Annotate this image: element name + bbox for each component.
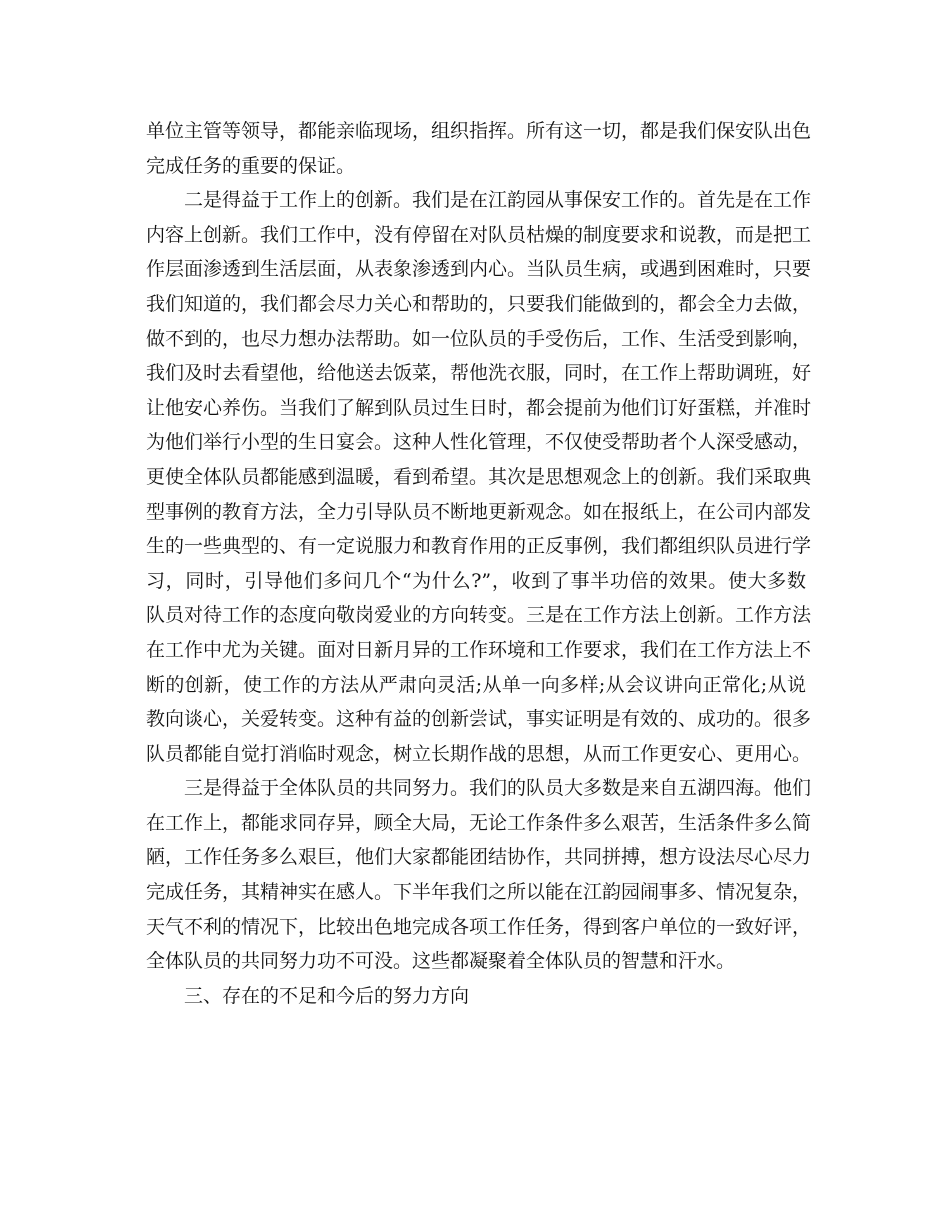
text-line: 生的一些典型的、有一定说服力和教育作用的正反事例，我们都组织队员进行学 <box>146 535 812 558</box>
text-line: 教向谈心，关爱转变。这种有益的创新尝试，事实证明是有效的、成功的。很多 <box>146 708 812 731</box>
text-line: 为他们举行小型的生日宴会。这种人性化管理，不仅使受帮助者个人深受感动， <box>146 431 812 454</box>
paragraph <box>146 183 812 771</box>
text-line: 习，同时，引导他们多问几个“为什么?”，收到了事半功倍的效果。使大多数 <box>146 569 806 592</box>
text-line: 做不到的，也尽力想办法帮助。如一位队员的手受伤后，工作、生活受到影响， <box>146 327 812 350</box>
text-line: 型事例的教育方法，全力引导队员不断地更新观念。如在报纸上，在公司内部发 <box>146 500 812 523</box>
paragraph <box>146 979 806 1014</box>
text-line: 我们知道的，我们都会尽力关心和帮助的，只要我们能做到的，都会全力去做， <box>146 292 812 315</box>
text-line: 二是得益于工作上的创新。我们是在江韵园从事保安工作的。首先是在工作 <box>184 189 812 212</box>
document-body <box>146 114 812 1013</box>
paragraph <box>146 771 812 979</box>
text-line: 队员对待工作的态度向敬岗爱业的方向转变。三是在工作方法上创新。工作方法 <box>146 604 812 627</box>
text-line: 内容上创新。我们工作中，没有停留在对队员枯燥的制度要求和说教，而是把工 <box>146 223 812 246</box>
text-line: 在工作上，都能求同存异，顾全大局，无论工作条件多么艰苦，生活条件多么简 <box>146 811 812 834</box>
text-line: 断的创新，使工作的方法从严肃向灵活;从单一向多样;从会议讲向正常化;从说 <box>146 673 806 696</box>
text-line: 单位主管等领导，都能亲临现场，组织指挥。所有这一切，都是我们保安队出色 <box>146 120 812 142</box>
text-line: 队员都能自觉打消临时观念，树立长期作战的思想，从而工作更安心、更用心。 <box>146 742 812 765</box>
text-line: 全体队员的共同努力功不可没。这些都凝聚着全体队员的智慧和汗水。 <box>146 950 736 973</box>
text-line: 在工作中尤为关键。面对日新月异的工作环境和工作要求，我们在工作方法上不 <box>146 638 812 661</box>
text-line: 我们及时去看望他，给他送去饭菜，帮他洗衣服，同时，在工作上帮助调班，好 <box>146 362 812 385</box>
text-line: 天气不利的情况下，比较出色地完成各项工作任务，得到客户单位的一致好评， <box>146 915 812 938</box>
paragraph <box>146 114 812 183</box>
text-line: 三是得益于全体队员的共同努力。我们的队员大多数是来自五湖四海。他们 <box>184 777 812 800</box>
text-line: 作层面渗透到生活层面，从表象渗透到内心。当队员生病，或遇到困难时，只要 <box>146 258 812 281</box>
text-line: 三、存在的不足和今后的努力方向 <box>184 984 470 1007</box>
text-line: 更使全体队员都能感到温暖，看到希望。其次是思想观念上的创新。我们采取典 <box>146 465 812 488</box>
text-line: 完成任务的重要的保证。 <box>146 154 356 177</box>
text-line: 完成任务，其精神实在感人。下半年我们之所以能在江韵园闹事多、情况复杂， <box>146 881 812 904</box>
text-line: 陋，工作任务多么艰巨，他们大家都能团结协作，共同拼搏，想方设法尽心尽力 <box>146 846 812 869</box>
text-line: 让他安心养伤。当我们了解到队员过生日时，都会提前为他们订好蛋糕，并准时 <box>146 396 812 419</box>
